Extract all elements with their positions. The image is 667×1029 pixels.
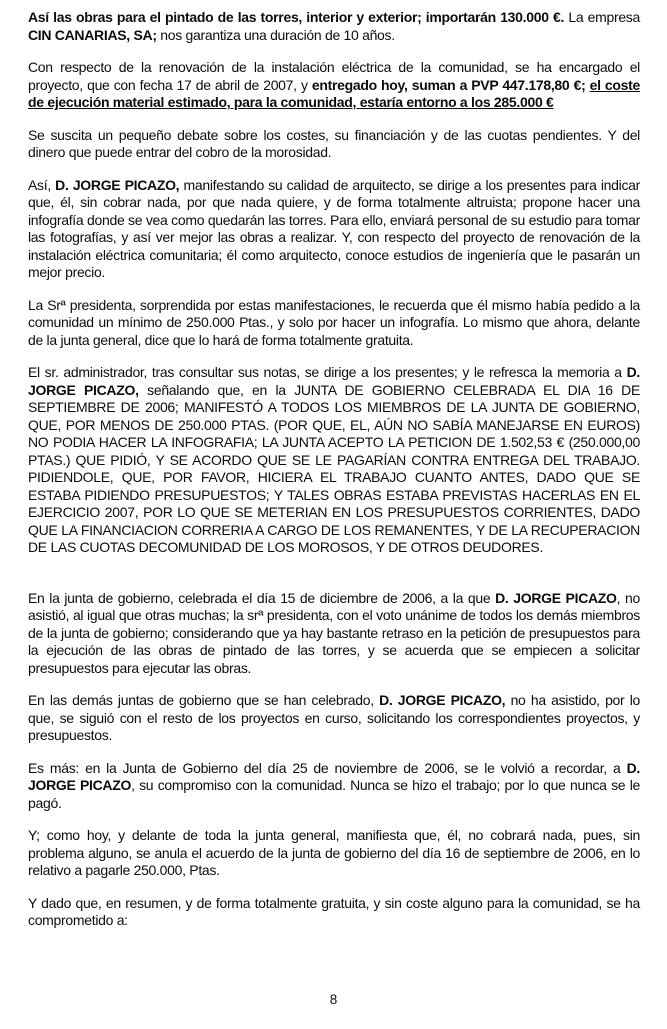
text-run: manifestando su calidad de arquitecto, se dirige a los presentes para indicar que, él, sin cobrar nada, por que nada quiere, y de forma totalmente altruista; propone hacer una infografía donde se vea como quedarán las torres. Para ello, enviará personal de su estudio para tomar las fotografías, y así ver mejor las obras a realizar. Y, con respecto del proyecto de renovación de la instalación eléctrica comunitaria; él como arquitecto, conoce estudios de ingeniería que le pasarán un mejor precio. bbox=[28, 176, 640, 280]
paragraph-7 bbox=[28, 590, 640, 678]
text-run: Se suscita un pequeño debate sobre los costes, su financiación y de las cuotas pendientes. Y del dinero que puede entrar del cobro de la morosidad. bbox=[28, 126, 640, 160]
text-run: no ha asistido, por lo que, se siguió con el resto de los proyectos en curso, solicitando los correspondientes proyectos, y presupuestos. bbox=[28, 692, 640, 743]
paragraph-10 bbox=[28, 827, 640, 880]
text-run: , no asistió, al igual que otras muchas; la srª presidenta, con el voto unánime de todos los demás miembros de la junta de gobierno; considerando que ya hay bastante retraso en la petición de presupuestos para la ejecución de las obras de pintado de las torres, y se acuerda que se empiecen a solicitar presupuestos para ejecutar las obras. bbox=[28, 589, 640, 676]
paragraph-8 bbox=[28, 692, 640, 745]
text-run: Es más: en la Junta de Gobierno del día 25 de noviembre de 2006, se le volvió a recordar, a bbox=[28, 759, 627, 776]
text-run: el coste de ejecución material estimado, para la comunidad, estaría entorno a los 285.000 € bbox=[28, 76, 640, 110]
page-number: 8 bbox=[329, 992, 338, 1007]
text-run: Y dado que, en resumen, y de forma totalmente gratuita, y sin coste alguno para la comunidad, se ha comprometido a: bbox=[28, 894, 640, 928]
text-run: En las demás juntas de gobierno que se han celebrado, bbox=[28, 692, 380, 708]
text-run: Con respecto de la renovación de la instalación eléctrica de la comunidad, se ha encargado el proyecto, que con fecha 17 de abril de 2007, y bbox=[28, 59, 640, 93]
text-run: D. JORGE PICAZO bbox=[495, 589, 617, 606]
text-run: La empresa bbox=[564, 9, 640, 25]
text-run: D. JORGE PICAZO, bbox=[55, 176, 180, 193]
text-run: Así, bbox=[28, 176, 56, 193]
text-run: D. JORGE PICAZO bbox=[28, 759, 640, 793]
text-run: En la junta de gobierno, celebrada el día 15 de diciembre de 2006, a la que bbox=[28, 589, 496, 606]
text-run: Así las obras para el pintado de las torres, interior y exterior; importarán 130.000 €. bbox=[28, 9, 565, 25]
text-run: La Srª presidenta, sorprendida por estas manifestaciones, le recuerda que él mismo había pedido a la comunidad un mínimo de 250.000 Ptas., y solo por hacer un infografía. Lo mismo que ahora, delante de la junta general, dice que lo hará de forma totalmente gratuita. bbox=[28, 296, 640, 348]
text-run: , su compromiso con la comunidad. Nunca se hizo el trabajo; por lo que nunca se le pagó. bbox=[28, 777, 641, 811]
text-run: D. JORGE PICAZO, bbox=[379, 692, 506, 708]
paragraph-2 bbox=[28, 59, 640, 112]
text-run: Y; como hoy, y delante de toda la junta general, manifiesta que, él, no cobrará nada, pues, sin problema alguno, se anula el acuerdo de la junta de gobierno del día 16 de septiembre de 2006, en lo relativo a pagarle 250.000, Ptas. bbox=[28, 827, 640, 878]
text-run: D. JORGE PICAZO, bbox=[28, 364, 640, 398]
text-run: El sr. administrador, tras consultar sus notas, se dirige a los presentes; y le refresca la memoria a bbox=[28, 364, 627, 380]
paragraph-6 bbox=[28, 364, 640, 557]
text-run: CIN CANARIAS, SA; bbox=[28, 26, 157, 43]
paragraph-3 bbox=[28, 127, 640, 162]
text-run: nos garantiza una duración de 10 años. bbox=[156, 26, 395, 43]
document-body bbox=[28, 9, 640, 945]
paragraph-1 bbox=[28, 9, 640, 44]
text-run: entregado hoy, suman a PVP 447.178,80 €; bbox=[311, 76, 590, 93]
paragraph-9 bbox=[28, 760, 640, 813]
paragraph-5 bbox=[28, 297, 640, 350]
paragraph-11 bbox=[28, 895, 640, 930]
paragraph-4 bbox=[28, 177, 640, 282]
text-run: señalando que, en la JUNTA DE GOBIERNO CELEBRADA EL DIA 16 DE SEPTIEMBRE DE 2006; MANIFESTÓ A TODOS LOS MIEMBROS DE LA JUNTA DE GOBIERNO, QUE, POR MENOS DE 250.000 PTAS. (POR QUE, EL, AÚN NO SABÍA MANEJARSE EN EUROS) NO PODIA HACER LA INFOGRAFIA; LA JUNTA ACEPTO LA PETICION DE 1.502,53 € (250.000,00 PTAS.) QUE PIDIÓ, Y SE ACORDO QUE SE LE PAGARÍAN CONTRA ENTREGA DEL TRABAJO. PIDIENDOLE, QUE, POR FAVOR, HICIERA EL TRABAJO CUANTO ANTES, DADO QUE SE ESTABA PIDIENDO PRESUPUESTOS; Y TALES OBRAS ESTABA PREVISTAS HACERLAS EN EL EJERCICIO 2007, POR LO QUE SE METERIAN EN LOS PRESUPUESTOS CORRIENTES, DADO QUE LA FINANCIACION CORRERIA A CARGO DE LOS REMANENTES, Y DE LA RECUPERACION DE LAS CUOTAS DECOMUNIDAD DE LOS MOROSOS, Y DE OTROS DEUDORES. bbox=[28, 381, 640, 555]
